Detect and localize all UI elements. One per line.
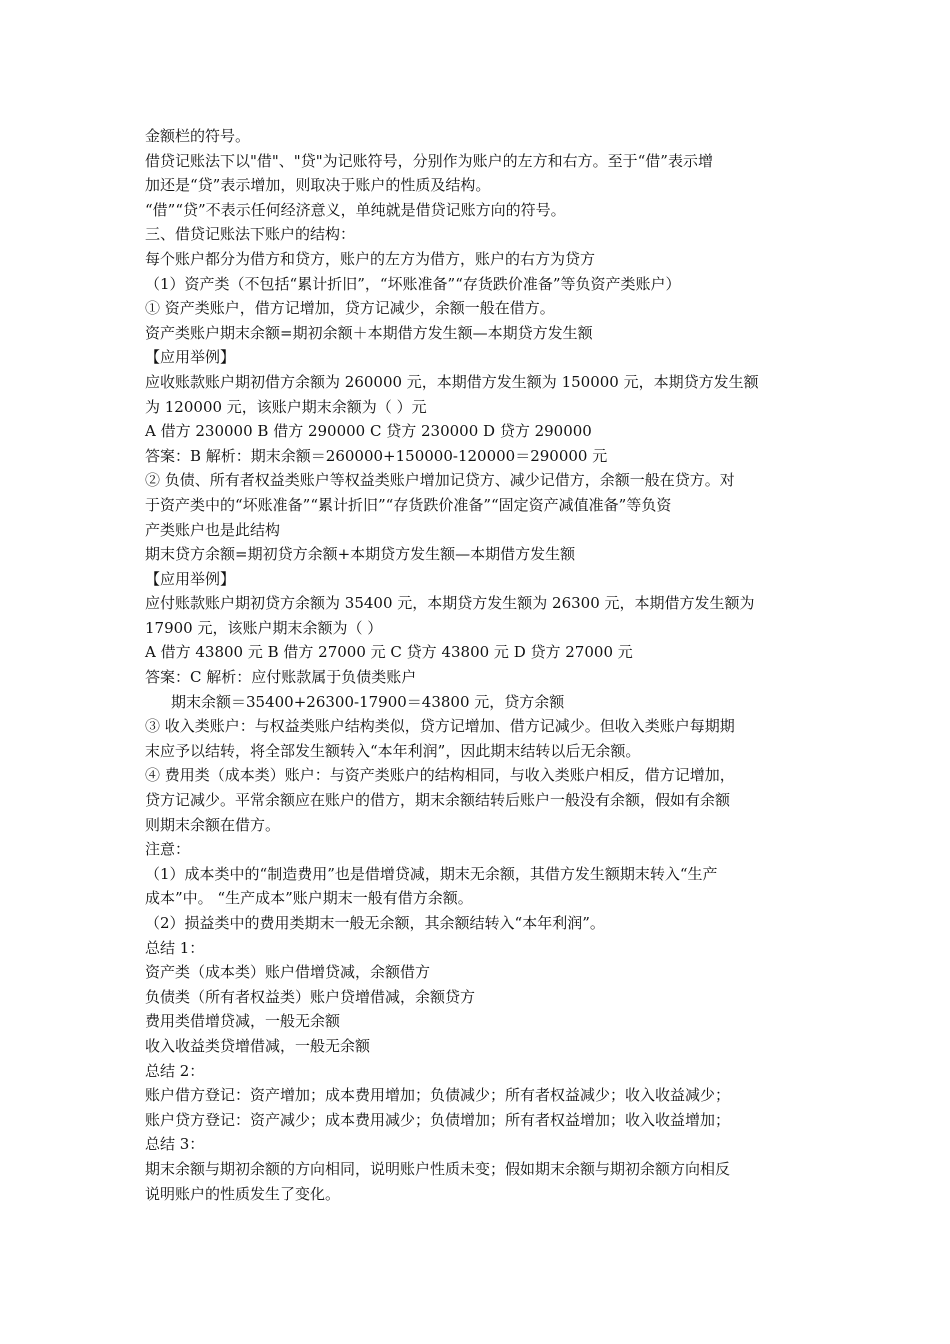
answer-options: A 借方 230000 B 借方 290000 C 贷方 230000 D 贷方 290000 [145,422,592,441]
text-line: 末应予以结转，将全部发生额转入“本年利润”，因此期末结转以后无余额。 [145,741,641,760]
text-line: 应付账款账户期初贷方余额为 35400 元，本期贷方发生额为 26300 元，本期借方发生额为 [145,594,755,613]
example-heading: 【应用举例】 [145,569,236,588]
text-line: 则期末余额在借方。 [145,815,281,834]
text-line: 应收账款账户期初借方余额为 260000 元，本期借方发生额为 150000 元，本期贷方发生额 [145,372,759,391]
formula-line: 期末贷方余额=期初贷方余额+本期贷方发生额—本期借方发生额 [145,545,576,564]
text-line: （2）损益类中的费用类期末一般无余额，其余额结转入“本年利润”。 [145,914,605,932]
text-line: 费用类借增贷减，一般无余额 [145,1012,341,1031]
text-line: 为 120000 元，该账户期末余额为（ ）元 [145,397,427,416]
text-line: （1）资产类（不包括“累计折旧”，“坏账准备”“存货跌价准备”等负资产类账户） [145,274,681,293]
text-line: 借贷记账法下以"借"、"贷"为记账符号，分别作为账户的左方和右方。至于“借”表示增 [145,151,713,170]
text-line: ④ 费用类（成本类）账户：与资产类账户的结构相同，与收入类账户相反，借方记增加， [145,766,735,785]
formula-line: 资产类账户期末余额=期初余额＋本期借方发生额—本期贷方发生额 [145,323,593,342]
text-line: 产类账户也是此结构 [145,520,281,539]
text-line: 贷方记减少。平常余额应在账户的借方，期末余额结转后账户一般没有余额，假如有余额 [145,791,731,810]
text-line: ③ 收入类账户：与权益类账户结构类似，贷方记增加、借方记减少。但收入类账户每期期 [145,717,735,736]
answer-options: A 借方 43800 元 B 借方 27000 元 C 贷方 43800 元 D 贷方 27000 元 [145,643,633,662]
text-line: 金额栏的符号。 [145,127,251,145]
text-line: 期末余额与期初余额的方向相同，说明账户性质未变；假如期末余额与期初余额方向相反 [145,1159,731,1178]
document-body [145,124,811,1206]
text-line: 账户借方登记：资产增加；成本费用增加；负债减少；所有者权益减少；收入收益减少； [145,1086,731,1105]
example-heading: 【应用举例】 [145,348,236,367]
summary-heading: 总结 2： [145,1061,205,1080]
text-line: 每个账户都分为借方和贷方，账户的左方为借方，账户的右方为贷方 [145,249,596,268]
text-line: 账户贷方登记：资产减少；成本费用减少；负债增加；所有者权益增加；收入收益增加； [145,1110,731,1129]
text-line: 说明账户的性质发生了变化。 [145,1184,341,1203]
text-line: ① 资产类账户，借方记增加，贷方记减少，余额一般在借方。 [145,299,555,318]
section-heading: 三、借贷记账法下账户的结构： [145,225,356,244]
text-line: 负债类（所有者权益类）账户贷增借减，余额贷方 [145,987,476,1006]
note-heading: 注意： [145,840,191,859]
text-line: 17900 元，该账户期末余额为（ ） [145,618,383,637]
text-line: “借”“贷”不表示任何经济意义，单纯就是借贷记账方向的符号。 [145,200,566,219]
text-line: 于资产类中的“坏账准备”“累计折旧”“存货跌价准备”“固定资产减值准备”等负资 [145,495,672,514]
answer-line: 期末余额＝35400+26300-17900＝43800 元，贷方余额 [171,692,565,711]
text-line: ② 负债、所有者权益类账户等权益类账户增加记贷方、减少记借方，余额一般在贷方。对 [145,471,735,490]
summary-heading: 总结 3： [145,1135,205,1154]
text-line: 收入收益类贷增借减，一般无余额 [145,1036,371,1055]
text-line: （1）成本类中的“制造费用”也是借增贷减，期末无余额，其借方发生额期末转入“生产 [145,864,718,883]
text-line: 资产类（成本类）账户借增贷减，余额借方 [145,963,431,982]
answer-line: 答案：B 解析：期末余额＝260000+150000-120000＝290000 元 [145,446,608,465]
summary-heading: 总结 1： [145,938,205,957]
text-line: 成本”中。 “生产成本”账户期末一般有借方余额。 [145,889,473,908]
text-line: 加还是“贷”表示增加，则取决于账户的性质及结构。 [145,176,491,195]
answer-line: 答案：C 解析：应付账款属于负债类账户 [145,668,417,687]
